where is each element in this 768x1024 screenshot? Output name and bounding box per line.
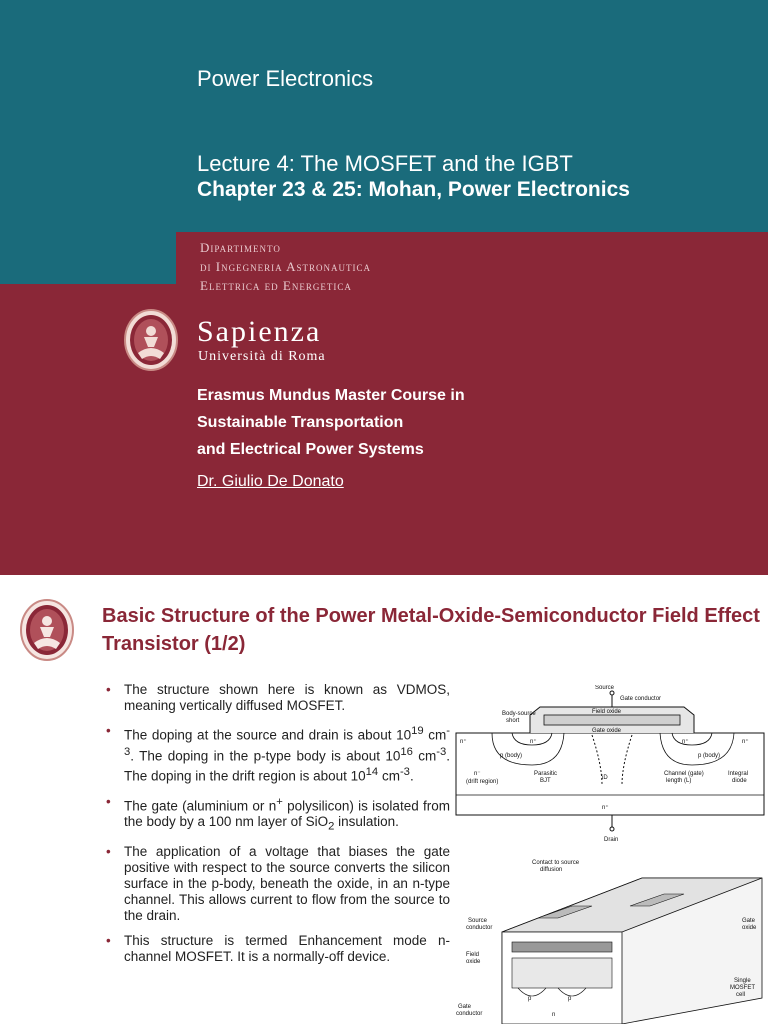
label-gate: Gate (458, 1004, 472, 1010)
mosfet-3d-cell-diagram (452, 858, 768, 1024)
label-body-source: Body-source (502, 711, 536, 717)
label-cell: cell (736, 992, 746, 998)
label-n-plus: n⁺ (530, 739, 537, 745)
label-n-plus: n⁺ (742, 739, 749, 745)
department-line: di Ingegneria Astronautica (200, 259, 371, 274)
label-n-plus: n⁺ (682, 739, 689, 745)
label-field: Field (466, 952, 480, 958)
label-p-body: p (body) (698, 753, 721, 759)
label-short: short (506, 718, 520, 724)
label-conductor: conductor (466, 925, 493, 931)
label-p: p (528, 996, 532, 1002)
list-item: • This structure is termed Enhancement mode n-channel MOSFET. It is a normally-off device. (106, 932, 450, 964)
label-p: p (568, 996, 572, 1002)
bullet-icon: • (106, 843, 111, 859)
author-link[interactable]: Dr. Giulio De Donato (197, 473, 344, 490)
label-id: iD (602, 775, 608, 781)
course-line: Sustainable Transportation (197, 414, 404, 431)
label-n: n (552, 1012, 556, 1018)
slide-title: Basic Structure of the Power Metal-Oxide-Semiconductor Field Effect Transistor (1/2) (102, 605, 760, 655)
label-conductor: conductor (456, 1011, 483, 1017)
label-contact: Contact to source (532, 860, 580, 866)
label-drain: Drain (604, 837, 619, 843)
university-seal-icon (20, 599, 74, 661)
list-item: • The application of a voltage that biases the gate positive with respect to the source converts the silicon surface in the p-body, beneath the oxide, in an n-type channel. This allows current to flow from the source to the drain. (106, 843, 450, 923)
label-diode: diode (732, 778, 747, 784)
label-gate-conductor: Gate conductor (620, 696, 662, 702)
label-length: length (L) (666, 778, 692, 784)
bullet-icon: • (106, 793, 111, 809)
content-slide (0, 575, 768, 1024)
label-n-plus: n⁺ (602, 805, 609, 811)
university-seal-icon (124, 309, 178, 371)
university-name: Sapienza (197, 315, 322, 348)
bullet-icon: • (106, 682, 111, 697)
lecture-title: Lecture 4: The MOSFET and the IGBT (197, 151, 573, 176)
label-field-oxide: Field oxide (592, 709, 622, 715)
university-subtitle: Università di Roma (198, 349, 326, 364)
department-line: Elettrica ed Energetica (200, 278, 352, 293)
label-integral: Integral (728, 771, 749, 777)
label-mosfet: MOSFET (730, 985, 755, 991)
label-drift-region: (drift region) (466, 779, 499, 785)
list-item: • The doping at the source and drain is about $10^{19}$ $cm^{-3}$. The doping in the p-type body is about $10^{16}$ $cm^{-3}$. The doping in the drift region is about $10^{14}$ $cm^{-3}$. (106, 723, 451, 784)
bullet-icon: • (106, 723, 111, 738)
header-band-extension (0, 232, 176, 284)
label-oxide: oxide (466, 959, 481, 965)
label-gate: Gate (742, 918, 756, 924)
course-line: Erasmus Mundus Master Course in (197, 387, 465, 404)
list-item: • The structure shown here is known as VDMOS, meaning vertically diffused MOSFET. (106, 682, 450, 713)
label-gate-oxide: oxide (742, 925, 757, 931)
course-line: and Electrical Power Systems (197, 441, 424, 458)
master-course (197, 382, 465, 463)
label-n-minus: n⁻ (474, 771, 481, 777)
label-diffusion: diffusion (540, 867, 563, 873)
department-line: Dipartimento (200, 240, 281, 255)
department-name (200, 238, 371, 295)
label-channel: Channel (gate) (664, 771, 704, 777)
label-source: Source (595, 685, 615, 691)
label-bjt: BJT (540, 778, 551, 784)
label-single: Single (734, 978, 751, 984)
label-p-body: p (body) (500, 753, 523, 759)
bullet-list (106, 682, 450, 974)
list-item: • The gate (aluminium or n+ polysilicon) is isolated from the body by a 100 nm layer of SiO$_2$ insulation. (106, 793, 450, 833)
label-parasitic: Parasitic (534, 771, 558, 777)
chapter-reference: Chapter 23 & 25: Mohan, Power Electronics (197, 178, 630, 201)
label-source: Source (468, 918, 488, 924)
label-gate-oxide: Gate oxide (592, 728, 622, 734)
vdmos-cross-section-diagram (452, 685, 768, 845)
course-title: Power Electronics (197, 66, 374, 91)
label-n-plus: n⁺ (460, 739, 467, 745)
bullet-icon: • (106, 932, 111, 948)
